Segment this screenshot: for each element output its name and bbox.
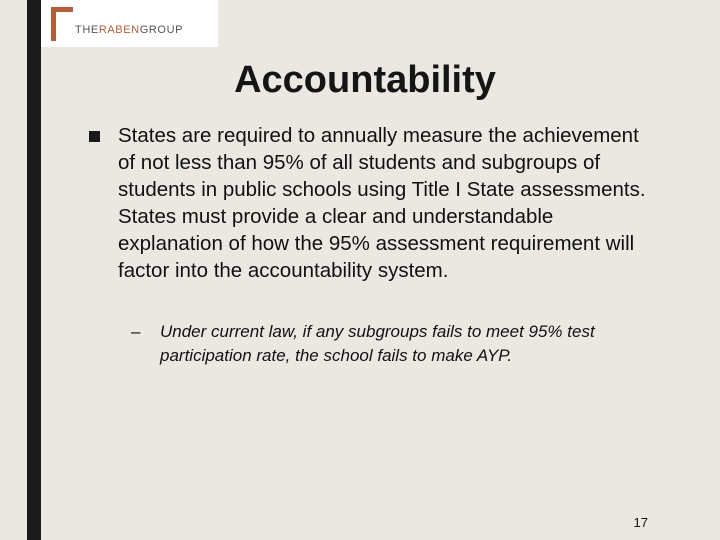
logo-text-part3: GROUP (139, 24, 184, 36)
bullet-text: States are required to annually measure the achievement of not less than 95% of all students and subgroups of students in public schools using Title I State assessments. States must provide a clear and understandable explanation of how the 95% assessment requirement will factor into the accountability system. (118, 124, 646, 282)
page-number: 17 (633, 515, 648, 530)
company-logo (41, 0, 218, 47)
logo-mark-icon (51, 7, 73, 41)
slide-title: Accountability (234, 59, 496, 101)
logo-text (75, 24, 183, 36)
bullet-square-icon (89, 131, 100, 142)
logo-text-part1: THE (75, 24, 99, 36)
left-accent-bar (27, 0, 41, 540)
sub-bullet-text: Under current law, if any subgroups fails to meet 95% test participation rate, the school fails to make AYP. (160, 322, 595, 365)
logo-text-part2: RABEN (98, 24, 140, 36)
sub-bullet-dash: – (131, 322, 141, 341)
